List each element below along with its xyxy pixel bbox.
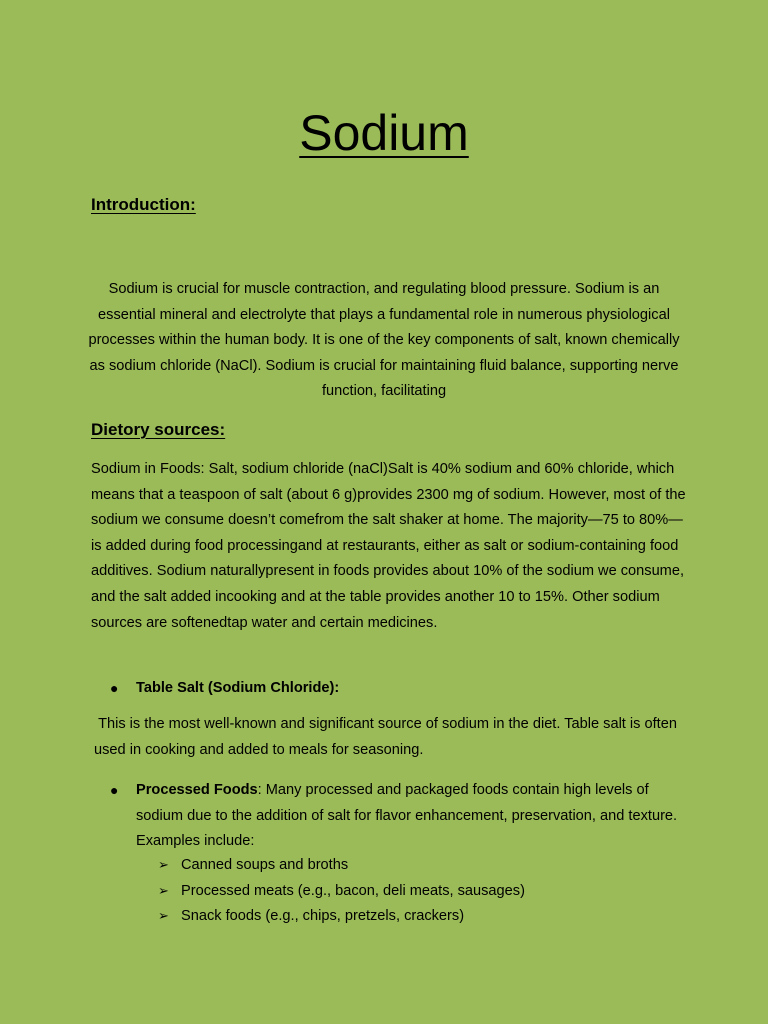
example-text: Canned soups and broths [181, 857, 349, 873]
bullet-table-salt-label: Table Salt (Sodium Chloride): [136, 680, 340, 696]
arrow-bullet-icon: ➢ [158, 909, 169, 925]
arrow-bullet-icon: ➢ [158, 883, 169, 899]
dietary-sources-heading: Dietory sources: [91, 420, 226, 439]
table-salt-paragraph: This is the most well-known and significant source of sodium in the diet. Table salt is often used in cooking and added to meals for seasoning. [94, 716, 682, 758]
bullet-icon: ● [110, 680, 119, 696]
processed-foods-text: : Many processed and packaged foods contain high levels of sodium due to the addition of salt for flavor enhancement, preservation, and texture. Examples include: [136, 782, 678, 850]
sodium-in-foods-paragraph: Sodium in Foods: Salt, sodium chloride (naCl)Salt is 40% sodium and 60% chloride, which means that a teaspoon of salt (about 6 g)provides 2300 mg of sodium. However, most of the sodium we consume doesn’t comefrom the salt shaker at home. The majority—75 to 80%—is added during food processingand at restaurants, either as salt or sodium-containing food additives. Sodium naturallypresent in foods provides about 10% of the sodium we consume, and the salt added incooking and at the table provides another 10 to 15%. Other sodium sources are softenedtap water and certain medicines. [91, 461, 686, 631]
example-text: Snack foods (e.g., chips, pretzels, crackers) [181, 908, 465, 925]
page-title-text: Sodium [299, 105, 469, 161]
bullet-processed-foods-content [136, 778, 680, 855]
example-text: Processed meats (e.g., bacon, deli meats, sausages) [181, 882, 525, 899]
arrow-bullet-icon: ➢ [158, 858, 169, 873]
processed-foods-label: Processed Foods [136, 782, 258, 798]
page-title [0, 100, 768, 166]
introduction-paragraph: Sodium is crucial for muscle contraction, and regulating blood pressure. Sodium is an essential mineral and electrolyte that plays a fundamental role in numerous physiological processes within the human body. It is one of the key components of salt, known chemically as sodium chloride (NaCl). Sodium is crucial for maintaining fluid balance, supporting nerve function, facilitating [88, 281, 680, 400]
introduction-heading: Introduction: [91, 195, 196, 214]
bullet-icon: ● [110, 782, 119, 798]
